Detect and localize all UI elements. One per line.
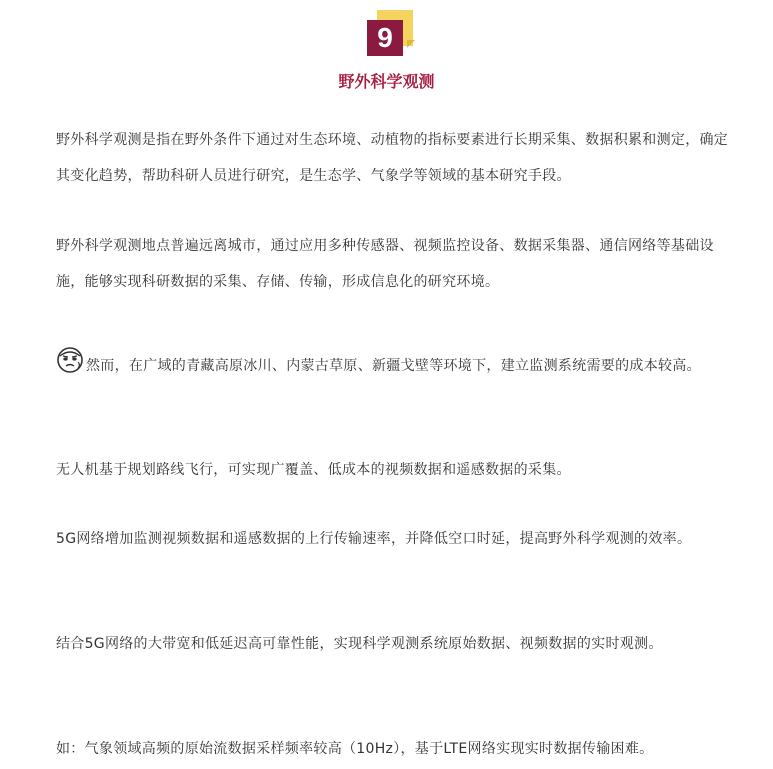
paragraph-6: 结合5G网络的大带宽和低延迟高可靠性能，实现科学观测系统原始数据、视频数据的实时观测。 <box>56 636 663 652</box>
worried-face-icon <box>56 346 84 374</box>
paragraph-2: 野外科学观测地点普遍远离城市，通过应用多种传感器、视频监控设备、数据采集器、通信网络等基础设施，能够实现科研数据的采集、存储、传输，形成信息化的研究环境。 <box>56 238 714 290</box>
paragraph-3 <box>56 346 736 384</box>
paragraph-7: 如：气象领域高频的原始流数据采样频率较高（10Hz），基于LTE网络实现实时数据传输困难。 <box>56 741 654 757</box>
paragraph-5: 5G网络增加监测视频数据和遥感数据的上行传输速率，并降低空口时延，提高野外科学观测的效率。 <box>56 531 692 547</box>
section-title: 野外科学观测 <box>338 72 435 91</box>
badge-fold <box>407 40 415 48</box>
paragraph-4: 无人机基于规划路线飞行，可实现广覆盖、低成本的视频数据和遥感数据的采集。 <box>56 462 571 478</box>
section-badge <box>367 10 415 58</box>
section-number: 9 <box>367 20 403 56</box>
paragraph-1: 野外科学观测是指在野外条件下通过对生态环境、动植物的指标要素进行长期采集、数据积累和测定，确定其变化趋势，帮助科研人员进行研究，是生态学、气象学等领域的基本研究手段。 <box>56 132 729 184</box>
paragraph-3-text: 然而，在广域的青藏高原冰川、内蒙古草原、新疆戈壁等环境下，建立监测系统需要的成本较高。 <box>86 358 701 374</box>
